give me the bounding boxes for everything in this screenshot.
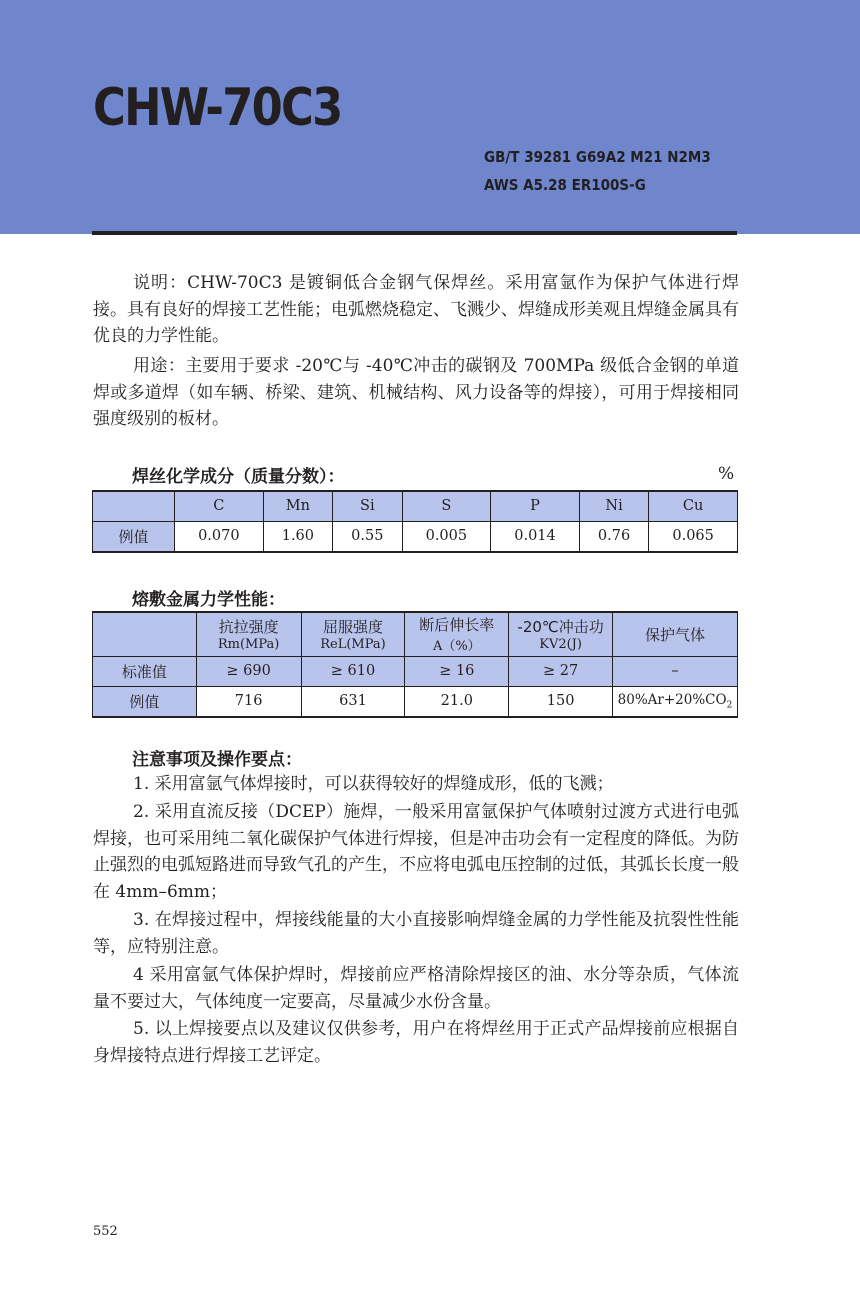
header-divider (92, 231, 737, 235)
note-item: 3. 在焊接过程中，焊接线能量的大小直接影响焊缝金属的力学性能及抗裂性性能等，应特别注意。 (93, 910, 739, 957)
element-header: Cu (649, 491, 738, 521)
property-value: ≥ 610 (301, 656, 405, 686)
element-header: S (402, 491, 491, 521)
row-label: 例值 (93, 686, 197, 717)
element-value: 1.60 (263, 521, 332, 552)
property-header (613, 612, 738, 656)
row-label: 标准值 (93, 656, 197, 686)
element-value: 0.070 (175, 521, 264, 552)
element-value: 0.065 (649, 521, 738, 552)
element-value: 0.55 (333, 521, 402, 552)
property-header-unit: Rm(MPa) (217, 637, 280, 653)
chemistry-header-row (93, 491, 738, 521)
element-value: 0.005 (402, 521, 491, 552)
note-item: 4 采用富氩气体保护焊时，焊接前应严格清除焊接区的油、水分等杂质，气体流量不要过大，气体纯度一定要高，尽量减少水份含量。 (93, 965, 739, 1012)
mechanical-table (92, 611, 738, 718)
description-paragraph (93, 270, 739, 350)
note-item: 5. 以上焊接要点以及建议仅供参考，用户在将焊丝用于正式产品焊接前应根据自身焊接特点进行焊接工艺评定。 (93, 1019, 739, 1066)
property-value: 21.0 (405, 686, 509, 717)
standard-aws: AWS A5.28 ER100S-G (484, 176, 646, 194)
usage-paragraph (93, 353, 739, 433)
element-header: Mn (263, 491, 332, 521)
shielding-gas-value (613, 686, 738, 717)
note-item: 1. 采用富氩气体焊接时，可以获得较好的焊缝成形，低的飞溅； (133, 774, 614, 794)
standard-gb: GB/T 39281 G69A2 M21 N2M3 (484, 148, 711, 166)
mechanical-heading: 熔敷金属力学性能： (132, 590, 285, 610)
usage-label: 用途： (133, 356, 186, 376)
product-title: CHW-70C3 (93, 78, 342, 138)
chemistry-table (92, 490, 738, 553)
element-header: Ni (579, 491, 648, 521)
property-header-unit: KV2(J) (539, 637, 582, 653)
usage-text: 主要用于要求 -20℃与 -40℃冲击的碳钢及 700MPa 级低合金钢的单道焊或多道焊（如车辆、桥梁、建筑、机械结构、风力设备等的焊接），可用于焊接相同强度级别的板材。 (93, 356, 740, 429)
element-header: P (491, 491, 580, 521)
property-header (405, 612, 509, 656)
chemistry-corner-cell (93, 491, 175, 521)
property-header-unit: A（%） (432, 639, 481, 655)
property-value: 631 (301, 686, 405, 717)
mechanical-corner-cell (93, 612, 197, 656)
property-header (509, 612, 613, 656)
element-value: 0.014 (491, 521, 580, 552)
property-value: ≥ 27 (509, 656, 613, 686)
property-value: 716 (196, 686, 301, 717)
element-value: 0.76 (579, 521, 648, 552)
standards-block (484, 143, 711, 199)
description-text: CHW-70C3 是镀铜低合金钢气保焊丝。采用富氩作为保护气体进行焊接。具有良好的焊接工艺性能；电弧燃烧稳定、飞溅少、焊缝成形美观且焊缝金属具有优良的力学性能。 (93, 273, 740, 346)
chemistry-heading: 焊丝化学成分（质量分数）： (132, 467, 345, 487)
row-label: 例值 (93, 521, 175, 552)
property-header-name: 屈服强度 (322, 618, 383, 637)
property-header-name: 抗拉强度 (218, 618, 279, 637)
property-header-name: 断后伸长率 (419, 616, 495, 635)
property-value: ≥ 690 (196, 656, 301, 686)
property-header-unit: ReL(MPa) (320, 637, 386, 653)
subscript-digit: 2 (726, 700, 733, 711)
property-value: ≥ 16 (405, 656, 509, 686)
description-label: 说明： (133, 273, 188, 293)
mechanical-header-row (93, 612, 738, 656)
notes-heading: 注意事项及操作要点： (132, 750, 302, 770)
element-header: Si (333, 491, 402, 521)
property-header (196, 612, 301, 656)
chemistry-value-row (93, 521, 738, 552)
standard-value-row (93, 656, 738, 686)
shielding-gas-text: $80\%Ar+20\%CO_2$ (617, 691, 733, 711)
note-item: 2. 采用直流反接（DCEP）施焊，一般采用富氩保护气体喷射过渡方式进行电弧焊接，也可采用纯二氧化碳保护气体进行焊接，但是冲击功会有一定程度的降低。为防止强烈的电弧短路进而导致气孔的产生，不应将电弧电压控制的过低，其弧长长度一般在 4mm–6mm； (93, 802, 739, 902)
element-header: C (175, 491, 264, 521)
chemistry-unit: % (718, 464, 735, 484)
property-value: – (613, 656, 738, 686)
property-header-name: -20℃冲击功 (517, 618, 604, 637)
page-number: 552 (93, 1224, 118, 1239)
property-value: 150 (509, 686, 613, 717)
example-value-row (93, 686, 738, 717)
property-header (301, 612, 405, 656)
property-header-name: 保护气体 (644, 625, 705, 644)
